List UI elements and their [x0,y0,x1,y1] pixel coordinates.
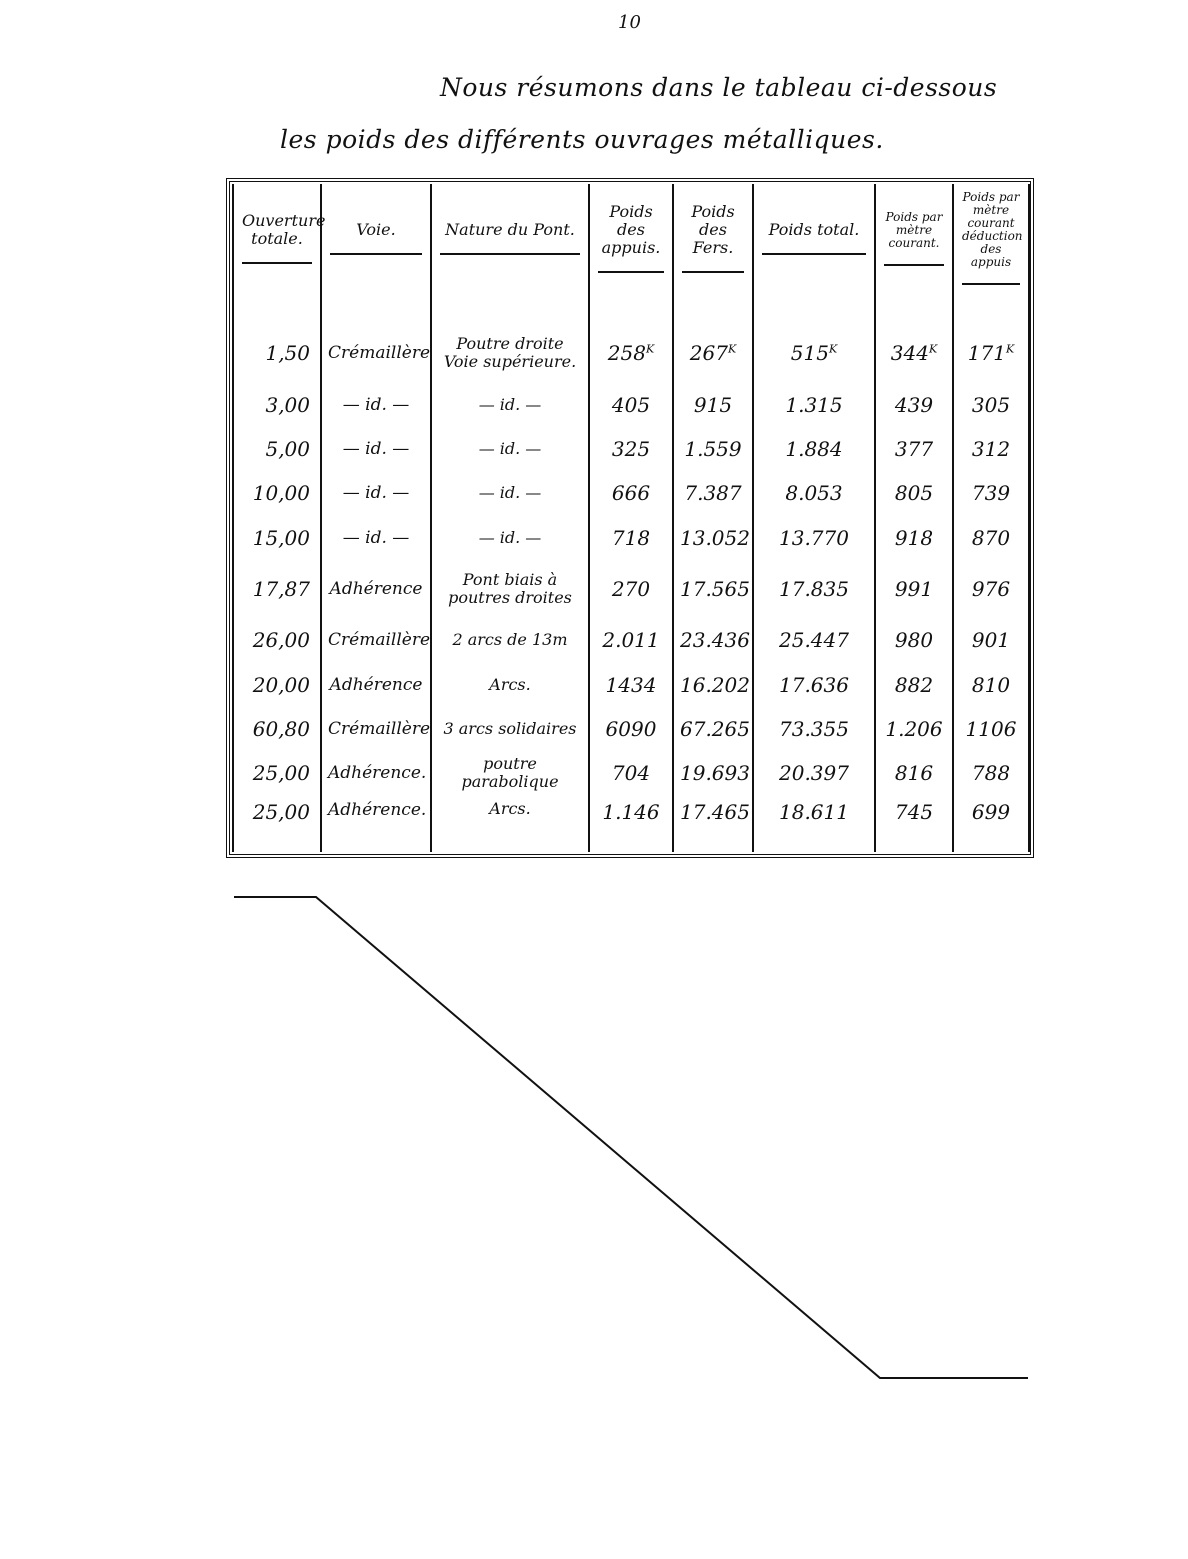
poids-deduction-cell: 870 [953,516,1029,560]
poids-total-cell: 25.447 [753,618,875,662]
poids-appuis-cell: 718 [589,516,673,560]
poids-fers-cell: 13.052 [673,516,753,560]
ouverture-cell: 1,50 [233,324,321,382]
nature-cell: Pont biais à poutres droites [431,560,589,618]
ouverture-cell: 15,00 [233,516,321,560]
poids-deduction-cell: 1106 [953,707,1029,751]
poids-metre-cell: 439 [875,383,953,427]
voie-cell: Crémaillère [321,324,431,382]
poids-fers-cell: 16.202 [673,663,753,707]
voie-cell: Crémaillère [321,707,431,751]
unit-marker: K [645,342,655,356]
poids-fers-cell: 1.559 [673,427,753,471]
poids-fers-cell: 17.465 [673,796,753,853]
header-poids-appuis: Poids des appuis. [589,184,673,302]
poids-appuis-cell: 270 [589,560,673,618]
poids-deduction-cell: 788 [953,751,1029,795]
poids-metre-cell: 882 [875,663,953,707]
poids-total-cell: 17.835 [753,560,875,618]
page-number: 10 [618,12,641,33]
poids-appuis-cell: 704 [589,751,673,795]
poids-metre-cell: 980 [875,618,953,662]
poids-total-cell: 1.315 [753,383,875,427]
poids-deduction-cell: $171^K$ [953,324,1029,382]
poids-deduction-cell: 312 [953,427,1029,471]
header-ouverture: Ouverture totale. [233,184,321,302]
poids-metre-cell: 377 [875,427,953,471]
voie-cell: — id. — [321,383,431,427]
voie-cell: Crémaillère [321,618,431,662]
unit-marker: K [828,342,838,356]
poids-appuis-cell: 6090 [589,707,673,751]
poids-deduction-cell: 976 [953,560,1029,618]
poids-deduction-cell: 305 [953,383,1029,427]
poids-metre-cell: 918 [875,516,953,560]
nature-cell: poutre parabolique [431,751,589,795]
voie-cell: — id. — [321,516,431,560]
ouverture-cell: 26,00 [233,618,321,662]
ouverture-cell: 17,87 [233,560,321,618]
header-nature: Nature du Pont. [431,184,589,302]
unit-marker: K [1005,342,1015,356]
ouverture-cell: 20,00 [233,663,321,707]
ouverture-cell: 25,00 [233,796,321,853]
unit-marker: K [727,342,737,356]
poids-fers-cell: 19.693 [673,751,753,795]
header-voie: Voie. [321,184,431,302]
poids-appuis-cell: 2.011 [589,618,673,662]
poids-deduction-cell: 901 [953,618,1029,662]
poids-metre-cell: 805 [875,471,953,515]
poids-metre-cell: $344^K$ [875,324,953,382]
poids-deduction-cell: 699 [953,796,1029,853]
poids-total-cell: $515^K$ [753,324,875,382]
poids-total-cell: 17.636 [753,663,875,707]
nature-cell: — id. — [431,427,589,471]
poids-appuis-cell: 325 [589,427,673,471]
voie-cell: Adhérence [321,560,431,618]
header-poids-total: Poids total. [753,184,875,302]
poids-metre-cell: 745 [875,796,953,853]
ouverture-cell: 60,80 [233,707,321,751]
poids-fers-cell: 23.436 [673,618,753,662]
intro-text: Nous résumons dans le tableau ci-dessous les poids des différents ouvrages métalliques. [280,73,998,154]
unit-marker: K [928,342,938,356]
poids-fers-cell: $267^K$ [673,324,753,382]
poids-deduction-cell: 739 [953,471,1029,515]
header-poids-metre: Poids par mètre courant. [875,184,953,302]
header-poids-metre-deduction: Poids par mètre courant déduction des appuis [953,184,1029,302]
poids-appuis-cell: 666 [589,471,673,515]
ouverture-cell: 25,00 [233,751,321,795]
nature-cell: — id. — [431,383,589,427]
nature-cell: — id. — [431,471,589,515]
poids-fers-cell: 915 [673,383,753,427]
poids-appuis-cell: $258^K$ [589,324,673,382]
poids-metre-cell: 991 [875,560,953,618]
profile-line [234,897,1028,1378]
ouverture-cell: 5,00 [233,427,321,471]
poids-total-cell: 13.770 [753,516,875,560]
nature-cell: Arcs. [431,663,589,707]
poids-metre-cell: 1.206 [875,707,953,751]
poids-total-cell: 20.397 [753,751,875,795]
ouverture-cell: 3,00 [233,383,321,427]
poids-appuis-cell: 405 [589,383,673,427]
voie-cell: — id. — [321,427,431,471]
voie-cell: Adhérence [321,663,431,707]
poids-metre-cell: 816 [875,751,953,795]
nature-cell: 3 arcs solidaires [431,707,589,751]
poids-total-cell: 1.884 [753,427,875,471]
poids-fers-cell: 17.565 [673,560,753,618]
voie-cell: Adhérence. [321,751,431,795]
voie-cell: Adhérence. [321,796,431,853]
ouverture-cell: 10,00 [233,471,321,515]
poids-fers-cell: 7.387 [673,471,753,515]
nature-cell: 2 arcs de 13m [431,618,589,662]
nature-cell: — id. — [431,516,589,560]
poids-appuis-cell: 1.146 [589,796,673,853]
poids-total-cell: 73.355 [753,707,875,751]
poids-deduction-cell: 810 [953,663,1029,707]
poids-total-cell: 18.611 [753,796,875,853]
nature-cell: Poutre droite Voie supérieure. [431,324,589,382]
header-poids-fers: Poids des Fers. [673,184,753,302]
poids-appuis-cell: 1434 [589,663,673,707]
voie-cell: — id. — [321,471,431,515]
nature-cell: Arcs. [431,796,589,853]
poids-fers-cell: 67.265 [673,707,753,751]
poids-total-cell: 8.053 [753,471,875,515]
